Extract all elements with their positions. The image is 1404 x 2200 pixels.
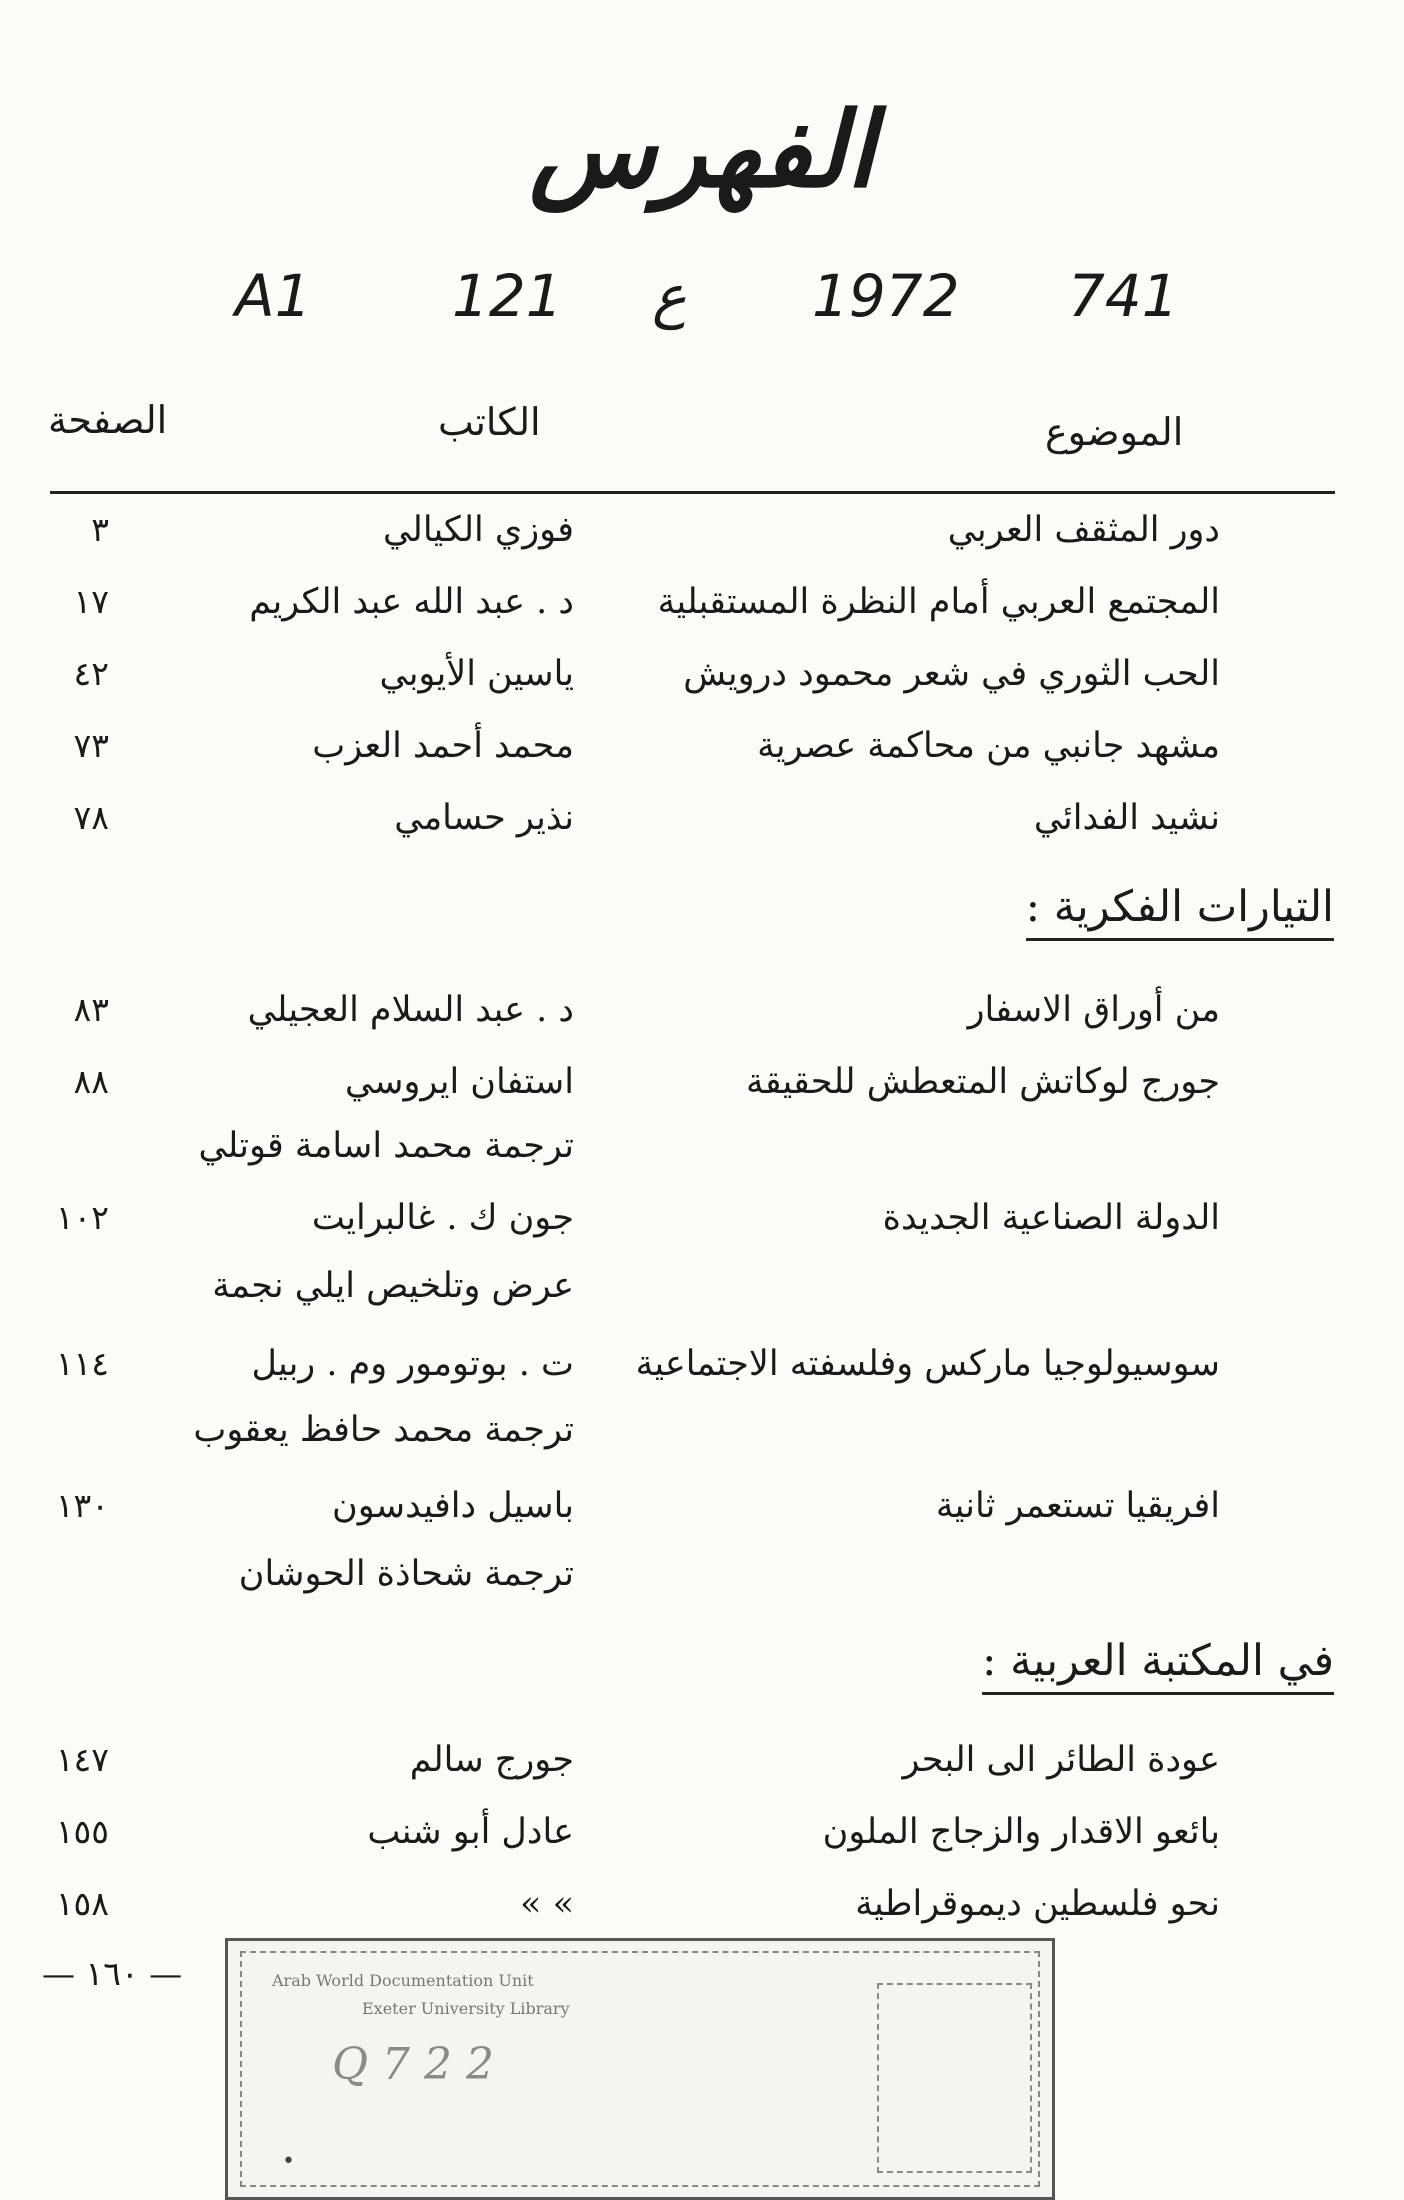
toc-page: ٧٣ [73,726,109,765]
toc-row [0,798,1404,870]
toc-author: جون ك . غالبرايت [311,1198,574,1238]
toc-page: ١٥٥ [55,1812,109,1851]
page-number-footer: — ١٦٠ — [42,1954,183,1993]
toc-subject: مشهد جانبي من محاكمة عصرية [757,726,1220,766]
toc-row [0,1554,1404,1626]
toc-row [0,1740,1404,1812]
handwritten-code-d: 1972 [812,262,960,330]
stamp-handwriting: Q 7 2 2 [332,2039,495,2090]
toc-page: ١٥٨ [55,1884,109,1923]
toc-row [0,582,1404,654]
toc-author: نذير حسامي [394,798,574,838]
toc-author: عادل أبو شنب [367,1812,574,1852]
stamp-line-1: Arab World Documentation Unit [272,1971,534,1990]
toc-row [0,1410,1404,1482]
toc-subject: الحب الثوري في شعر محمود درويش [683,654,1220,694]
stamp-inner-box [877,1983,1032,2173]
toc-page: ١٣٠ [55,1486,109,1525]
toc-page: ١٤٧ [55,1740,109,1779]
toc-author: » » [520,1884,574,1924]
toc-subject: جورج لوكاتش المتعطش للحقيقة [745,1062,1220,1102]
toc-row [0,1198,1404,1270]
toc-page: ١١٤ [55,1344,109,1383]
header-subject: الموضوع [1045,410,1184,454]
toc-author: ترجمة محمد اسامة قوتلي [198,1126,574,1166]
toc-author: باسيل دافيدسون [331,1486,574,1526]
toc-row [0,1266,1404,1338]
handwritten-code-a: A1 [235,262,312,330]
toc-subject: نشيد الفدائي [1033,798,1220,838]
toc-subject: بائعو الاقدار والزجاج الملون [822,1812,1220,1852]
toc-subject: المجتمع العربي أمام النظرة المستقبلية [657,582,1220,622]
toc-author: ترجمة شحاذة الحوشان [238,1554,574,1594]
toc-author: د . عبد الله عبد الكريم [249,582,574,622]
toc-row [0,726,1404,798]
toc-subject: دور المثقف العربي [947,510,1220,550]
toc-subject: سوسيولوجيا ماركس وفلسفته الاجتماعية [635,1344,1220,1384]
handwritten-code-e: 741 [1068,262,1179,330]
toc-author: فوزي الكيالي [382,510,574,550]
toc-author: استفان ايروسي [345,1062,574,1102]
toc-page: ٧٨ [73,798,109,837]
stamp-line-2: Exeter University Library [362,1999,570,2018]
toc-author: د . عبد السلام العجيلي [247,990,574,1030]
toc-row [0,1344,1404,1416]
section-heading-currents: التيارات الفكرية : [1026,882,1334,941]
stamp-border [240,1951,1040,2187]
toc-author: محمد أحمد العزب [312,726,574,766]
toc-page: ٣ [91,510,109,549]
toc-author: عرض وتلخيص ايلي نجمة [212,1266,574,1306]
toc-author: جورج سالم [409,1740,574,1780]
toc-row [0,1812,1404,1884]
header-page: الصفحة [48,398,168,442]
toc-row [0,654,1404,726]
header-author: الكاتب [438,400,541,444]
toc-subject: من أوراق الاسفار [967,990,1220,1030]
page-title: الفهرس [529,88,875,211]
toc-page: ٨٣ [73,990,109,1029]
handwritten-code-b: 121 [452,262,563,330]
toc-page: ٨٨ [73,1062,109,1101]
toc-row [0,990,1404,1062]
toc-row [0,1126,1404,1198]
toc-row [0,1486,1404,1558]
handwritten-code-c: ع [652,262,687,330]
toc-row [0,1062,1404,1134]
toc-author: ت . بوتومور وم . ربيل [251,1344,574,1384]
toc-author: ترجمة محمد حافظ يعقوب [193,1410,574,1450]
toc-subject: الدولة الصناعية الجديدة [882,1198,1220,1238]
toc-subject: نحو فلسطين ديموقراطية [855,1884,1220,1924]
toc-page: ١٠٢ [55,1198,109,1237]
stamp-mark: • [282,2149,295,2174]
toc-author: ياسين الأيوبي [379,654,574,694]
toc-page: ١٧ [73,582,109,621]
toc-subject: افريقيا تستعمر ثانية [935,1486,1220,1526]
toc-page: ٤٢ [73,654,109,693]
header-rule [50,491,1335,494]
library-stamp [225,1938,1055,2200]
toc-subject: عودة الطائر الى البحر [902,1740,1220,1780]
section-heading-library: في المكتبة العربية : [982,1636,1334,1695]
toc-row [0,510,1404,582]
